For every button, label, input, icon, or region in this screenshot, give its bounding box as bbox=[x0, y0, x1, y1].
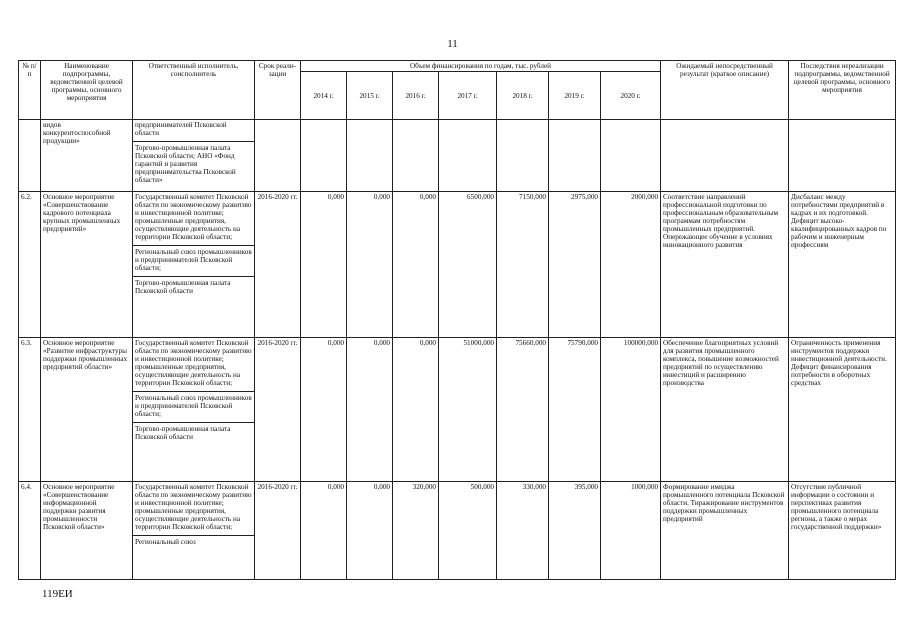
cell-consequences: Дисбаланс между потребностями предприятий в кадрах и их подготовкой. Дефицит высоко-квалифицированных кадров по рабочим и инженерным профессиям bbox=[789, 192, 896, 338]
cell-value: 0,000 bbox=[301, 338, 347, 482]
header-year: 2016 г. bbox=[393, 72, 439, 120]
cell-value: 100000,000 bbox=[601, 338, 661, 482]
header-term: Срок реали-зации bbox=[255, 61, 301, 120]
cell-num: 6.3. bbox=[19, 338, 41, 482]
cell-value bbox=[301, 120, 347, 192]
header-name: Наименование подпрограммы, ведомственной целевой программы, основного мероприятия bbox=[41, 61, 133, 120]
table-row bbox=[19, 338, 896, 482]
cell-name: Основное мероприятие «Развитие инфраструктуры поддержки промышленных предприятий области» bbox=[41, 338, 133, 482]
executor-entry: Государственный комитет Псковской области по экономическому развитию и инвестиционной политике; промышленные предприятия, осуществляющие деятельность на территории Псковской области; bbox=[135, 339, 252, 387]
executor-entry: Государственный комитет Псковской области по экономическому развитию и инвестиционной политике; промышленные предприятия, осуществляющие деятельность на территории Псковской области; bbox=[135, 193, 252, 241]
cell-name: Основное мероприятие «Совершенствование кадрового потенциала крупных промышленных предприятий» bbox=[41, 192, 133, 338]
header-result: Ожидаемый непосредственный результат (краткое описание) bbox=[661, 61, 789, 120]
footer-code: 119ЕИ bbox=[42, 588, 73, 600]
cell-value: 2975,000 bbox=[549, 192, 601, 338]
cell-value: 51000,000 bbox=[439, 338, 497, 482]
header-year: 2019 г. bbox=[549, 72, 601, 120]
cell-num: 6.2. bbox=[19, 192, 41, 338]
table-row bbox=[19, 482, 896, 580]
cell-result: Обеспечение благоприятных условий для развития промышленного комплекса, повышение возможностей предприятий по осуществлению инвестиций и расширению производства bbox=[661, 338, 789, 482]
header-num: № п/п bbox=[19, 61, 41, 120]
cell-value: 1000,000 bbox=[601, 482, 661, 580]
cell-executor bbox=[133, 192, 255, 338]
table-row bbox=[19, 120, 896, 192]
cell-value bbox=[347, 120, 393, 192]
cell-value bbox=[549, 120, 601, 192]
executor-entry: Торгово-промышленная палата Псковской области; АНО «Фонд гарантий и развития предпринимательства Псковской области» bbox=[133, 141, 254, 184]
executor-entry: Региональный союз bbox=[133, 535, 254, 546]
cell-value: 75790,000 bbox=[549, 338, 601, 482]
executor-entry: Торгово-промышленная палата Псковской области bbox=[133, 276, 254, 295]
cell-num bbox=[19, 120, 41, 192]
cell-term: 2016-2020 гг. bbox=[255, 192, 301, 338]
cell-executor bbox=[133, 120, 255, 192]
cell-name: видов конкурентоспособной продукции» bbox=[41, 120, 133, 192]
cell-executor bbox=[133, 338, 255, 482]
cell-value: 330,000 bbox=[497, 482, 549, 580]
cell-value bbox=[393, 120, 439, 192]
cell-value: 0,000 bbox=[347, 192, 393, 338]
cell-value: 7150,000 bbox=[497, 192, 549, 338]
cell-value: 2000,000 bbox=[601, 192, 661, 338]
cell-value: 6500,000 bbox=[439, 192, 497, 338]
cell-num: 6.4. bbox=[19, 482, 41, 580]
cell-consequences: Отсутствие публичной информации о состоянии и перспективах развития промышленного потенциала региона, а также о мерах государственной поддержки» bbox=[789, 482, 896, 580]
executor-entry: Региональный союз промышленников и предпринимателей Псковской области; bbox=[133, 245, 254, 272]
cell-value: 320,000 bbox=[393, 482, 439, 580]
header-year: 2015 г. bbox=[347, 72, 393, 120]
table-row bbox=[19, 192, 896, 338]
cell-consequences bbox=[789, 120, 896, 192]
cell-value: 395,000 bbox=[549, 482, 601, 580]
cell-term: 2016-2020 гг. bbox=[255, 482, 301, 580]
cell-term bbox=[255, 120, 301, 192]
cell-value bbox=[439, 120, 497, 192]
header-year: 2020 г. bbox=[601, 72, 661, 120]
cell-term: 2016-2020 гг. bbox=[255, 338, 301, 482]
cell-value: 500,000 bbox=[439, 482, 497, 580]
header-funding: Объем финансирования по годам, тыс. рублей bbox=[301, 61, 661, 72]
executor-entry: Региональный союз промышленников и предпринимателей Псковской области; bbox=[133, 391, 254, 418]
cell-value: 0,000 bbox=[347, 482, 393, 580]
cell-value: 0,000 bbox=[301, 482, 347, 580]
cell-result bbox=[661, 120, 789, 192]
cell-value: 0,000 bbox=[393, 338, 439, 482]
cell-value: 75660,000 bbox=[497, 338, 549, 482]
cell-value bbox=[497, 120, 549, 192]
cell-executor bbox=[133, 482, 255, 580]
executor-entry: Государственный комитет Псковской области по экономическому развитию и инвестиционной политике; промышленные предприятия, осуществляющие деятельность на территории Псковской области; bbox=[135, 483, 252, 531]
header-year: 2014 г. bbox=[301, 72, 347, 120]
funding-table bbox=[18, 60, 896, 580]
cell-result: Формирование имиджа промышленного потенциала Псковской области. Тиражирование инструментов поддержки промышленных предприятий bbox=[661, 482, 789, 580]
cell-consequences: Ограниченность применения инструментов поддержки инвестиционной деятельности. Дефицит финансирования потребности в оборотных средствах bbox=[789, 338, 896, 482]
header-consequences: Последствия нереализации подпрограммы, ведомственной целевой программы, основного мероприятия bbox=[789, 61, 896, 120]
cell-result: Соответствие направлений профессиональной подготовки по профессиональным образовательным программам потребностям промышленных предприятий. Опережающее обучение в условиях инновационного развития bbox=[661, 192, 789, 338]
executor-entry: предпринимателей Псковской области bbox=[135, 121, 227, 137]
executor-entry: Торгово-промышленная палата Псковской области bbox=[133, 422, 254, 441]
cell-value bbox=[601, 120, 661, 192]
cell-name: Основное мероприятие «Совершенствование информационной поддержки развития промышленности Псковской области» bbox=[41, 482, 133, 580]
cell-value: 0,000 bbox=[301, 192, 347, 338]
page-number: 11 bbox=[447, 38, 458, 50]
cell-value: 0,000 bbox=[347, 338, 393, 482]
header-executor: Ответственный исполнитель, соисполнитель bbox=[133, 61, 255, 120]
header-year: 2017 г. bbox=[439, 72, 497, 120]
header-year: 2018 г. bbox=[497, 72, 549, 120]
cell-value: 0,000 bbox=[393, 192, 439, 338]
